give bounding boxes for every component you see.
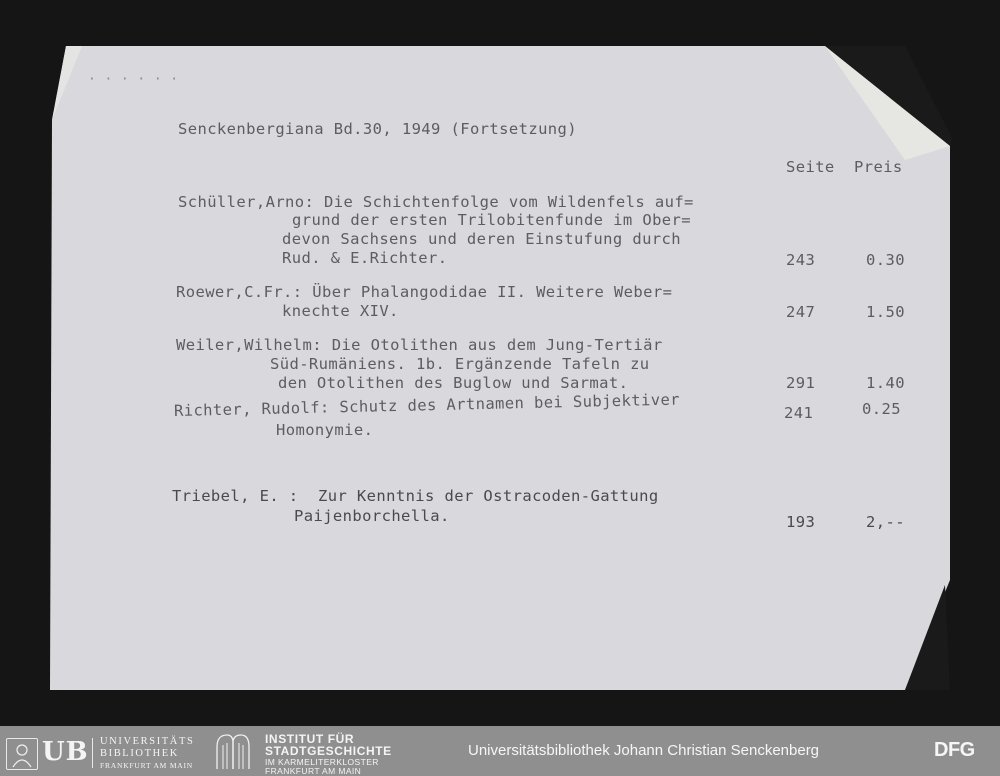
entry-preis: 0.25	[862, 400, 901, 418]
library-title[interactable]: Universitätsbibliothek Johann Christian Senckenberg	[468, 742, 820, 759]
document-heading: Senckenbergiana Bd.30, 1949 (Fortsetzung)	[178, 120, 578, 138]
isg-line-1: INSTITUT FÜR	[265, 732, 355, 746]
ub-line-2: BIBLIOTHEK	[100, 748, 179, 759]
ub-letters: UB	[42, 737, 89, 767]
entry-line: grund der ersten Trilobitenfunde im Ober=	[292, 211, 692, 229]
entry-line: Roewer,C.Fr.: Über Phalangodidae II. Weitere Weber=	[176, 283, 673, 301]
entry-seite: 241	[784, 404, 814, 422]
entry-line: devon Sachsens und deren Einstufung durch	[282, 230, 682, 248]
entry-line: Schüller,Arno: Die Schichtenfolge vom Wildenfels auf=	[178, 193, 694, 211]
entry-line: Süd-Rumäniens. 1b. Ergänzende Tafeln zu	[270, 355, 650, 373]
ub-line-1: UNIVERSITÄTS	[100, 736, 195, 747]
entry-line: den Otolithen des Buglow und Sarmat.	[278, 374, 629, 392]
ub-line-3: FRANKFURT AM MAIN	[100, 761, 194, 770]
ub-logo[interactable]	[6, 734, 202, 770]
entry-line: Rud. & E.Richter.	[282, 249, 448, 267]
isg-line-2: STADTGESCHICHTE	[265, 744, 392, 758]
entry-line: Homonymie.	[276, 421, 374, 439]
entry-preis: 2,--	[866, 513, 905, 531]
entry-preis: 1.50	[866, 303, 905, 321]
marginal-marks: · · · · · ·	[88, 72, 179, 87]
isg-line-3: IM KARMELITERKLOSTER	[265, 757, 379, 767]
entry-line: Paijenborchella.	[294, 507, 450, 525]
entry-line: knechte XIV.	[282, 302, 399, 320]
entry-line: Weiler,Wilhelm: Die Otolithen aus dem Jung-Tertiär	[176, 336, 663, 354]
ub-portrait-icon	[6, 738, 38, 770]
isg-line-4: FRANKFURT AM MAIN	[265, 766, 362, 776]
ub-divider	[92, 738, 93, 768]
entry-seite: 193	[786, 513, 816, 531]
entry-preis: 1.40	[866, 374, 905, 392]
entry-seite: 243	[786, 251, 816, 269]
footer-bar	[0, 726, 1000, 776]
column-header-seite: Seite	[786, 158, 835, 176]
entry-seite: 247	[786, 303, 816, 321]
entry-seite: 291	[786, 374, 816, 392]
dfg-logo[interactable]: DFG	[934, 739, 975, 761]
column-header-preis: Preis	[854, 158, 903, 176]
isg-logo-icon[interactable]	[213, 731, 253, 771]
entry-line: Richter, Rudolf: Schutz des Artnamen bei Subjektiver	[173, 390, 681, 420]
entry-line: Triebel, E. : Zur Kenntnis der Ostracoden-Gattung	[172, 487, 659, 505]
entry-preis: 0.30	[866, 251, 905, 269]
